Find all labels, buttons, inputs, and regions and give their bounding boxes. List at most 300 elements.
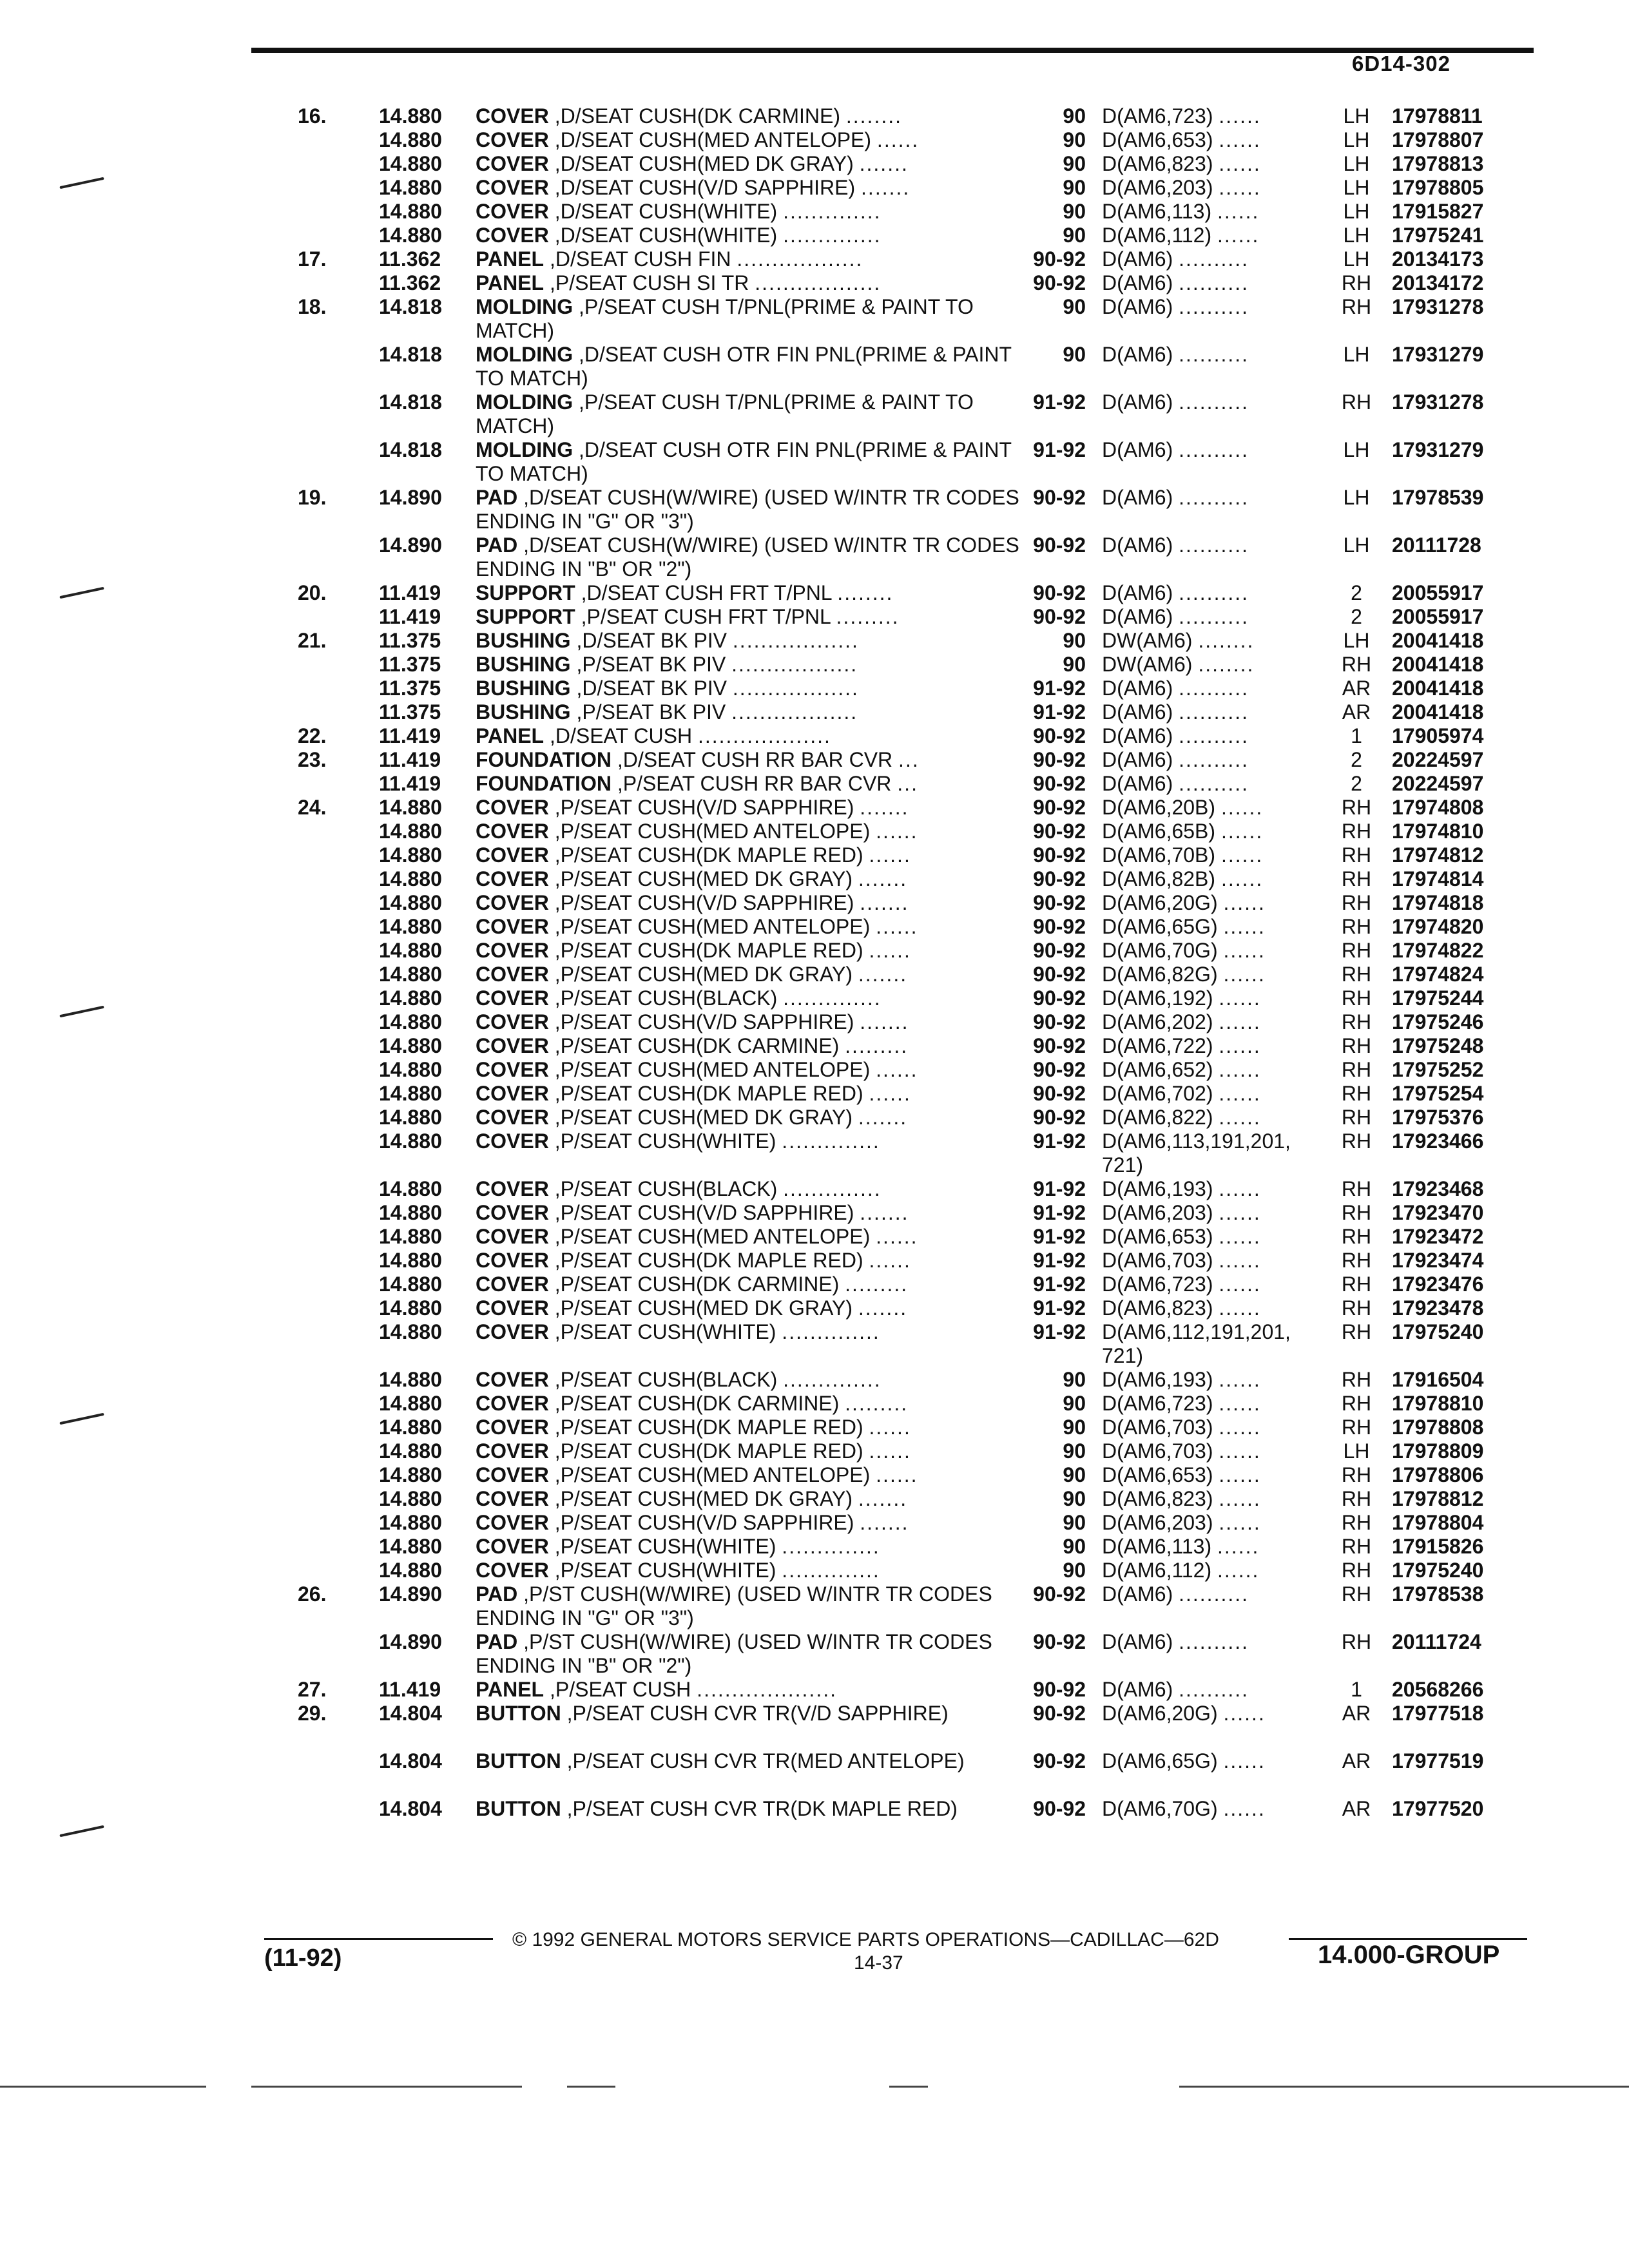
leader-dots: ...... bbox=[1219, 1058, 1261, 1081]
part-detail: ,P/SEAT CUSH T/PNL(PRIME & PAINT TO MATCH) bbox=[476, 295, 974, 342]
part-detail: ,D/SEAT CUSH(WHITE) bbox=[554, 224, 778, 247]
part-detail: ,P/SEAT CUSH(V/D SAPPHIRE) bbox=[554, 891, 854, 914]
model-code bbox=[1102, 653, 1302, 677]
part-description bbox=[476, 271, 1043, 295]
part-row bbox=[0, 533, 1629, 581]
side-qty: RH bbox=[1341, 1630, 1372, 1653]
part-number: 17978806 bbox=[1392, 1463, 1484, 1486]
leader-dots: .................. bbox=[731, 653, 858, 676]
group-number: 14.880 bbox=[379, 152, 442, 175]
side-qty: LH bbox=[1343, 176, 1370, 199]
part-detail: ,D/SEAT CUSH OTR FIN PNL(PRIME & PAINT TO MATCH) bbox=[476, 343, 1012, 390]
model-code bbox=[1102, 1559, 1302, 1582]
part-row bbox=[0, 1034, 1629, 1058]
group-number: 11.375 bbox=[379, 677, 441, 700]
part-detail: ,P/SEAT CUSH(DK MAPLE RED) bbox=[554, 1082, 863, 1105]
model-code-text: D(AM6,702) bbox=[1102, 1082, 1213, 1105]
side-qty: RH bbox=[1341, 867, 1372, 890]
leader-dots: ......... bbox=[845, 1034, 909, 1057]
model-code-text: D(AM6,822) bbox=[1102, 1106, 1213, 1129]
leader-dots: .............. bbox=[783, 200, 882, 223]
model-code-text: D(AM6,203) bbox=[1102, 176, 1213, 199]
leader-dots: .......... bbox=[1179, 772, 1249, 795]
leader-dots: ....... bbox=[858, 1106, 908, 1129]
part-name: COVER bbox=[476, 1439, 549, 1463]
side-qty: LH bbox=[1343, 1439, 1370, 1463]
model-code-text: D(AM6,823) bbox=[1102, 152, 1213, 175]
group-number: 14.890 bbox=[379, 1582, 442, 1606]
part-number: 17975244 bbox=[1392, 986, 1484, 1010]
part-number: 20224597 bbox=[1392, 772, 1484, 795]
part-detail: ,P/SEAT CUSH(V/D SAPPHIRE) bbox=[554, 1201, 854, 1224]
part-detail: ,P/SEAT BK PIV bbox=[576, 700, 726, 724]
leader-dots: ....... bbox=[860, 796, 909, 819]
part-row bbox=[0, 1082, 1629, 1106]
side-qty: 2 bbox=[1351, 581, 1362, 604]
part-row bbox=[0, 1582, 1629, 1630]
part-number: 20041418 bbox=[1392, 700, 1484, 724]
leader-dots: ...... bbox=[1219, 1034, 1261, 1057]
model-year: 90 bbox=[1063, 629, 1086, 652]
part-row bbox=[0, 1416, 1629, 1439]
group-number: 14.804 bbox=[379, 1749, 442, 1773]
footer-rule-right bbox=[1289, 1938, 1527, 1940]
model-code bbox=[1102, 1535, 1302, 1559]
part-description bbox=[476, 343, 1043, 390]
part-detail: ,P/SEAT CUSH(V/D SAPPHIRE) bbox=[554, 1010, 854, 1033]
part-number: 17974822 bbox=[1392, 939, 1484, 962]
leader-dots: ...... bbox=[869, 1416, 911, 1439]
part-row bbox=[0, 271, 1629, 295]
group-number: 14.880 bbox=[379, 1273, 442, 1296]
part-detail: ,P/SEAT CUSH(WHITE) bbox=[554, 1535, 776, 1558]
leader-dots: ...... bbox=[1219, 128, 1261, 151]
part-detail: ,P/SEAT CUSH(MED ANTELOPE) bbox=[554, 1463, 871, 1486]
group-number: 14.880 bbox=[379, 963, 442, 986]
part-number: 17975241 bbox=[1392, 224, 1484, 247]
leader-dots: ...... bbox=[1217, 1559, 1260, 1582]
part-detail: ,P/SEAT CUSH CVR TR(DK MAPLE RED) bbox=[566, 1797, 958, 1820]
part-name: COVER bbox=[476, 963, 549, 986]
model-year: 90 bbox=[1063, 1463, 1086, 1486]
part-row bbox=[0, 1463, 1629, 1487]
model-code-text: D(AM6,823) bbox=[1102, 1487, 1213, 1510]
leader-dots: ....... bbox=[858, 1487, 908, 1510]
part-row bbox=[0, 1106, 1629, 1129]
part-row bbox=[0, 1749, 1629, 1797]
page-number: 14-37 bbox=[854, 1952, 903, 1974]
group-number: 14.818 bbox=[379, 295, 442, 318]
leader-dots: ......... bbox=[836, 605, 900, 628]
model-code-text: D(AM6,113,191,201, 721) bbox=[1102, 1129, 1291, 1177]
model-code-text: D(AM6) bbox=[1102, 247, 1173, 271]
part-detail: ,P/SEAT CUSH(MED DK GRAY) bbox=[554, 963, 853, 986]
model-code bbox=[1102, 1511, 1302, 1535]
part-detail: ,D/SEAT CUSH(MED ANTELOPE) bbox=[554, 128, 872, 151]
part-description bbox=[476, 1559, 1043, 1582]
part-detail: ,P/SEAT CUSH(DK MAPLE RED) bbox=[554, 1439, 863, 1463]
part-detail: ,P/SEAT CUSH(BLACK) bbox=[554, 1177, 778, 1200]
side-qty: AR bbox=[1342, 700, 1371, 724]
leader-dots: .......... bbox=[1179, 677, 1249, 700]
part-number: 17978807 bbox=[1392, 128, 1484, 151]
model-code-text: D(AM6,20B) bbox=[1102, 796, 1216, 819]
model-code-text: D(AM6,112,191,201, 721) bbox=[1102, 1320, 1291, 1367]
model-year: 90-92 bbox=[1033, 533, 1086, 557]
part-row bbox=[0, 247, 1629, 271]
part-description bbox=[476, 1106, 1043, 1129]
model-code-text: D(AM6,20G) bbox=[1102, 1702, 1218, 1725]
group-number: 14.880 bbox=[379, 176, 442, 199]
part-row bbox=[0, 986, 1629, 1010]
part-detail: ,P/SEAT CUSH CVR TR(V/D SAPPHIRE) bbox=[566, 1702, 949, 1725]
side-qty: RH bbox=[1341, 1034, 1372, 1057]
part-description bbox=[476, 653, 1043, 677]
part-detail: ,D/SEAT CUSH(WHITE) bbox=[554, 200, 778, 223]
side-qty: LH bbox=[1343, 104, 1370, 128]
leader-dots: ...... bbox=[1220, 867, 1264, 890]
part-description bbox=[476, 1320, 1043, 1344]
part-detail: ,P/SEAT BK PIV bbox=[576, 653, 726, 676]
leader-dots: .......... bbox=[1179, 1582, 1249, 1606]
model-code-text: D(AM6,203) bbox=[1102, 1201, 1213, 1224]
model-year: 90 bbox=[1063, 1511, 1086, 1534]
side-qty: RH bbox=[1341, 1535, 1372, 1558]
model-code-text: D(AM6) bbox=[1102, 1678, 1173, 1701]
part-name: COVER bbox=[476, 1058, 549, 1081]
model-code-text: D(AM6) bbox=[1102, 700, 1173, 724]
side-qty: 2 bbox=[1351, 772, 1362, 795]
part-name: COVER bbox=[476, 915, 549, 938]
model-code-text: D(AM6,703) bbox=[1102, 1416, 1213, 1439]
group-number: 11.419 bbox=[379, 748, 441, 771]
part-name: BUTTON bbox=[476, 1749, 561, 1773]
part-detail: ,P/SEAT CUSH(MED ANTELOPE) bbox=[554, 1225, 871, 1248]
group-number: 14.880 bbox=[379, 1416, 442, 1439]
group-number: 14.818 bbox=[379, 343, 442, 366]
part-row bbox=[0, 343, 1629, 390]
model-code-text: D(AM6) bbox=[1102, 581, 1173, 604]
part-description bbox=[476, 867, 1043, 891]
part-detail: ,D/SEAT BK PIV bbox=[576, 629, 728, 652]
model-code-text: D(AM6,653) bbox=[1102, 1225, 1213, 1248]
part-description bbox=[476, 700, 1043, 724]
leader-dots: .......... bbox=[1179, 438, 1249, 461]
part-description bbox=[476, 1797, 1043, 1821]
model-year: 90-92 bbox=[1033, 867, 1086, 890]
side-qty: RH bbox=[1341, 796, 1372, 819]
part-row bbox=[0, 104, 1629, 128]
model-year: 91-92 bbox=[1033, 1129, 1086, 1153]
model-code bbox=[1102, 963, 1302, 986]
leader-dots: ....... bbox=[859, 152, 909, 175]
group-number: 11.375 bbox=[379, 700, 441, 724]
model-code bbox=[1102, 1201, 1302, 1225]
part-row bbox=[0, 1678, 1629, 1702]
leader-dots: .......... bbox=[1179, 700, 1249, 724]
side-qty: LH bbox=[1343, 343, 1370, 366]
leader-dots: .......... bbox=[1179, 390, 1249, 414]
part-description bbox=[476, 295, 1043, 343]
model-code-text: D(AM6) bbox=[1102, 486, 1173, 509]
leader-dots: .................. bbox=[732, 629, 859, 652]
item-number: 27. bbox=[298, 1678, 327, 1701]
footer-rule-left bbox=[264, 1938, 493, 1940]
part-name: MOLDING bbox=[476, 343, 574, 366]
model-code bbox=[1102, 1106, 1302, 1129]
leader-dots: ......... bbox=[845, 1392, 909, 1415]
model-code-text: D(AM6) bbox=[1102, 343, 1173, 366]
leader-dots: .............. bbox=[782, 1320, 880, 1343]
model-year: 90-92 bbox=[1033, 1630, 1086, 1653]
part-row bbox=[0, 486, 1629, 533]
leader-dots: ...... bbox=[1219, 176, 1261, 199]
group-number: 14.880 bbox=[379, 820, 442, 843]
part-row bbox=[0, 390, 1629, 438]
model-year: 90-92 bbox=[1033, 724, 1086, 747]
part-number: 17923466 bbox=[1392, 1129, 1484, 1153]
part-description bbox=[476, 629, 1043, 653]
side-qty: RH bbox=[1341, 1463, 1372, 1486]
leader-dots: .............. bbox=[783, 224, 882, 247]
model-year: 90 bbox=[1063, 176, 1086, 199]
part-row bbox=[0, 1058, 1629, 1082]
model-code-text: D(AM6,112) bbox=[1102, 1559, 1212, 1582]
model-code bbox=[1102, 1487, 1302, 1511]
model-year: 91-92 bbox=[1033, 1249, 1086, 1272]
leader-dots: ...... bbox=[1219, 1225, 1261, 1248]
group-number: 14.818 bbox=[379, 390, 442, 414]
leader-dots: .............. bbox=[783, 986, 882, 1010]
side-qty: LH bbox=[1343, 200, 1370, 223]
part-number: 17923472 bbox=[1392, 1225, 1484, 1248]
item-number: 18. bbox=[298, 295, 327, 318]
model-code-text: D(AM6,193) bbox=[1102, 1368, 1213, 1391]
model-code bbox=[1102, 772, 1302, 796]
part-number: 17978539 bbox=[1392, 486, 1484, 509]
group-number: 14.880 bbox=[379, 1439, 442, 1463]
part-row bbox=[0, 1320, 1629, 1368]
side-qty: LH bbox=[1343, 438, 1370, 461]
item-number: 22. bbox=[298, 724, 327, 747]
model-year: 91-92 bbox=[1033, 1177, 1086, 1200]
model-year: 90 bbox=[1063, 1439, 1086, 1463]
side-qty: 2 bbox=[1351, 748, 1362, 771]
model-code-text: D(AM6,113) bbox=[1102, 200, 1212, 223]
model-code-text: D(AM6,70B) bbox=[1102, 843, 1216, 867]
part-number: 17977520 bbox=[1392, 1797, 1484, 1820]
part-name: COVER bbox=[476, 1296, 549, 1320]
side-qty: RH bbox=[1341, 390, 1372, 414]
model-year: 90-92 bbox=[1033, 796, 1086, 819]
part-number: 17931279 bbox=[1392, 343, 1484, 366]
part-detail: ,D/SEAT CUSH(V/D SAPPHIRE) bbox=[554, 176, 856, 199]
group-number: 14.880 bbox=[379, 915, 442, 938]
part-detail: ,P/SEAT CUSH(MED DK GRAY) bbox=[554, 1296, 853, 1320]
part-description bbox=[476, 963, 1043, 986]
group-number: 14.880 bbox=[379, 224, 442, 247]
group-number: 14.880 bbox=[379, 1225, 442, 1248]
model-year: 90-92 bbox=[1033, 605, 1086, 628]
part-row bbox=[0, 1249, 1629, 1273]
leader-dots: ...... bbox=[869, 1249, 911, 1272]
part-description bbox=[476, 1678, 1043, 1702]
part-description bbox=[476, 152, 1043, 176]
group-number: 14.880 bbox=[379, 1249, 442, 1272]
part-description bbox=[476, 1535, 1043, 1559]
model-code bbox=[1102, 200, 1302, 224]
part-detail: ,P/SEAT CUSH(WHITE) bbox=[554, 1559, 776, 1582]
part-number: 17975240 bbox=[1392, 1320, 1484, 1343]
side-qty: RH bbox=[1341, 1177, 1372, 1200]
part-description bbox=[476, 1630, 1043, 1678]
leader-dots: ...... bbox=[869, 843, 911, 867]
model-code bbox=[1102, 152, 1302, 176]
part-number: 17977519 bbox=[1392, 1749, 1484, 1773]
model-code bbox=[1102, 1296, 1302, 1320]
side-qty: RH bbox=[1341, 1225, 1372, 1248]
group-number: 14.880 bbox=[379, 104, 442, 128]
part-name: COVER bbox=[476, 1511, 549, 1534]
model-year: 90 bbox=[1063, 152, 1086, 175]
model-code-text: D(AM6) bbox=[1102, 1582, 1173, 1606]
leader-dots: ...... bbox=[1219, 1249, 1261, 1272]
model-year: 90-92 bbox=[1033, 1582, 1086, 1606]
side-qty: RH bbox=[1341, 1058, 1372, 1081]
part-description bbox=[476, 1249, 1043, 1273]
model-code bbox=[1102, 1249, 1302, 1273]
model-year: 90-92 bbox=[1033, 939, 1086, 962]
side-qty: LH bbox=[1343, 533, 1370, 557]
group-label: 14.000-GROUP bbox=[1318, 1941, 1500, 1969]
model-code-text: D(AM6,722) bbox=[1102, 1034, 1213, 1057]
group-number: 11.419 bbox=[379, 605, 441, 628]
part-row bbox=[0, 1535, 1629, 1559]
part-number: 20134173 bbox=[1392, 247, 1484, 271]
model-year: 90 bbox=[1063, 1416, 1086, 1439]
leader-dots: ...... bbox=[876, 1058, 918, 1081]
side-qty: 1 bbox=[1351, 1678, 1362, 1701]
side-qty: 1 bbox=[1351, 724, 1362, 747]
part-name: COVER bbox=[476, 986, 549, 1010]
leader-dots: ...... bbox=[1219, 1487, 1261, 1510]
group-number: 14.880 bbox=[379, 200, 442, 223]
model-year: 90 bbox=[1063, 1368, 1086, 1391]
part-row bbox=[0, 1296, 1629, 1320]
group-number: 14.880 bbox=[379, 1392, 442, 1415]
part-description bbox=[476, 1582, 1043, 1630]
model-code-text: D(AM6) bbox=[1102, 295, 1173, 318]
side-qty: AR bbox=[1342, 1797, 1371, 1820]
model-code-text: D(AM6) bbox=[1102, 748, 1173, 771]
group-number: 14.890 bbox=[379, 533, 442, 557]
leader-dots: ...... bbox=[869, 1439, 911, 1463]
model-year: 90-92 bbox=[1033, 891, 1086, 914]
part-detail: ,P/SEAT CUSH FRT T/PNL bbox=[581, 605, 831, 628]
leader-dots: .......... bbox=[1179, 581, 1249, 604]
part-detail: ,P/SEAT CUSH(MED ANTELOPE) bbox=[554, 1058, 871, 1081]
model-code bbox=[1102, 176, 1302, 200]
side-qty: RH bbox=[1341, 1368, 1372, 1391]
model-code bbox=[1102, 1225, 1302, 1249]
part-name: FOUNDATION bbox=[476, 772, 612, 795]
part-detail: ,P/SEAT CUSH(MED DK GRAY) bbox=[554, 867, 853, 890]
side-qty: RH bbox=[1341, 939, 1372, 962]
part-number: 17923476 bbox=[1392, 1273, 1484, 1296]
side-qty: LH bbox=[1343, 629, 1370, 652]
model-code bbox=[1102, 915, 1302, 939]
part-description bbox=[476, 1439, 1043, 1463]
model-code bbox=[1102, 1797, 1302, 1821]
model-year: 90-92 bbox=[1033, 748, 1086, 771]
part-description bbox=[476, 1487, 1043, 1511]
part-row bbox=[0, 152, 1629, 176]
part-description bbox=[476, 438, 1043, 486]
item-number: 16. bbox=[298, 104, 327, 128]
model-code-text: D(AM6) bbox=[1102, 772, 1173, 795]
part-name: COVER bbox=[476, 104, 549, 128]
model-code bbox=[1102, 1177, 1302, 1201]
model-code bbox=[1102, 1129, 1302, 1177]
group-number: 14.880 bbox=[379, 891, 442, 914]
part-row bbox=[0, 224, 1629, 247]
part-description bbox=[476, 1129, 1043, 1153]
model-code bbox=[1102, 128, 1302, 152]
leader-dots: ...... bbox=[1220, 796, 1264, 819]
leader-dots: ...... bbox=[1219, 1273, 1261, 1296]
model-year: 90 bbox=[1063, 343, 1086, 366]
leader-dots: ...... bbox=[1223, 915, 1266, 938]
part-number: 17974808 bbox=[1392, 796, 1484, 819]
part-row bbox=[0, 772, 1629, 796]
part-detail: ,P/SEAT CUSH(BLACK) bbox=[554, 1368, 778, 1391]
leader-dots: .................. bbox=[731, 700, 858, 724]
part-number: 17978808 bbox=[1392, 1416, 1484, 1439]
part-name: COVER bbox=[476, 1177, 549, 1200]
date-code: (11-92) bbox=[264, 1945, 342, 1972]
leader-dots: ....... bbox=[858, 1296, 908, 1320]
part-description bbox=[476, 1463, 1043, 1487]
model-code bbox=[1102, 295, 1302, 319]
part-number: 17905974 bbox=[1392, 724, 1484, 747]
part-number: 17975254 bbox=[1392, 1082, 1484, 1105]
part-description bbox=[476, 796, 1043, 820]
model-code bbox=[1102, 1034, 1302, 1058]
model-code bbox=[1102, 843, 1302, 867]
part-description bbox=[476, 247, 1043, 271]
side-qty: AR bbox=[1342, 677, 1371, 700]
part-description bbox=[476, 533, 1043, 581]
model-code-text: D(AM6,652) bbox=[1102, 1058, 1213, 1081]
part-description bbox=[476, 1702, 1043, 1725]
side-qty: RH bbox=[1341, 915, 1372, 938]
leader-dots: ...... bbox=[1219, 1177, 1261, 1200]
part-row bbox=[0, 1201, 1629, 1225]
part-name: COVER bbox=[476, 891, 549, 914]
part-name: COVER bbox=[476, 1535, 549, 1558]
part-description bbox=[476, 1225, 1043, 1249]
side-qty: RH bbox=[1341, 986, 1372, 1010]
model-code bbox=[1102, 629, 1302, 653]
part-row bbox=[0, 748, 1629, 772]
part-number: 17974818 bbox=[1392, 891, 1484, 914]
part-description bbox=[476, 200, 1043, 224]
model-code bbox=[1102, 1010, 1302, 1034]
model-year: 90 bbox=[1063, 653, 1086, 676]
model-code-text: D(AM6,82B) bbox=[1102, 867, 1216, 890]
model-year: 90 bbox=[1063, 200, 1086, 223]
side-qty: LH bbox=[1343, 486, 1370, 509]
